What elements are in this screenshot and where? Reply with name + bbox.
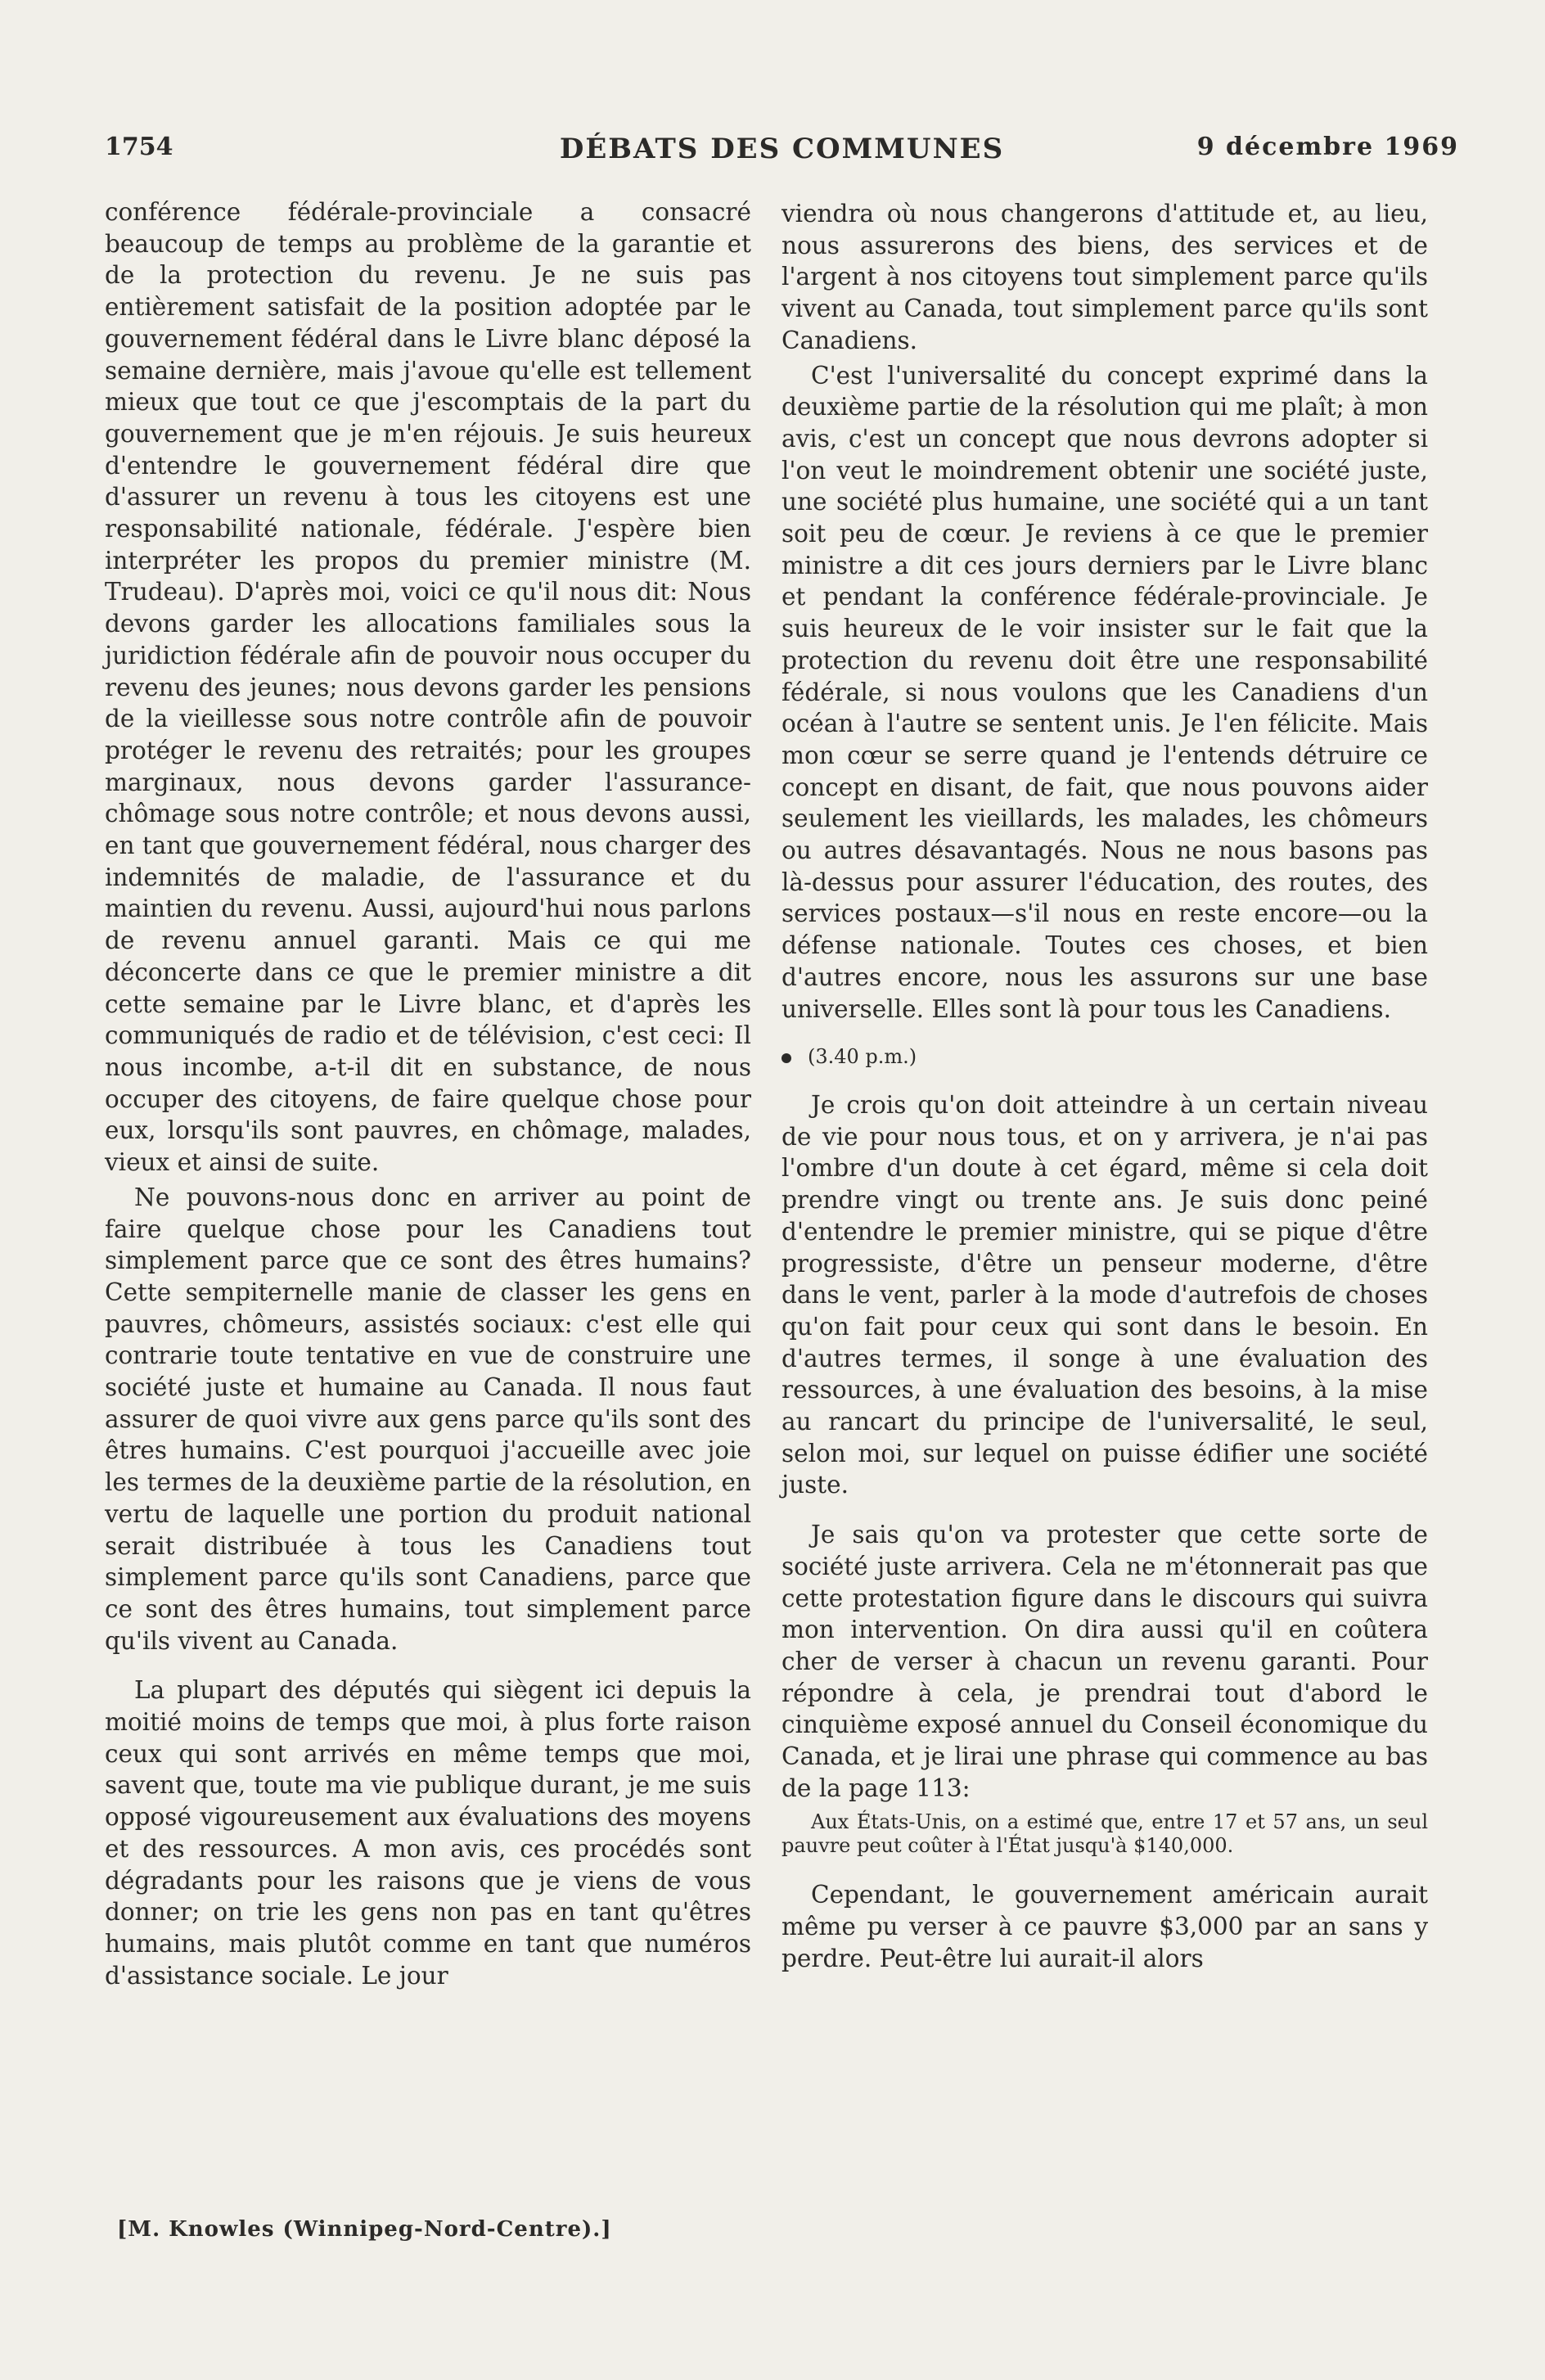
paragraph: Ne pouvons-nous donc en arriver au point de faire quelque chose pour les Canadiens tout simplement parce que ce sont des êtres humains? Cette sempiternelle manie de classer les gens en pauvres, chômeurs, assistés sociaux: c'est elle qui contrarie toute tentative en vue de construire une société juste et humaine au Canada. Il nous faut assurer de quoi vivre aux gens parce qu'ils sont des êtres humains. C'est pourquoi j'accueille avec joie les termes de la deuxième partie de la résolution, en vertu de laquelle une portion du produit national serait distribuée à tous les Canadiens tout simplement parce qu'ils sont Canadiens, parce que ce sont des êtres humains, tout simplement parce qu'ils vivent au Canada. [105,1183,751,1655]
paragraph: Cependant, le gouvernement américain aurait même pu verser à ce pauvre $3,000 par an sans y perdre. Peut-être lui aurait-il alors [782,1881,1428,1972]
paragraph: C'est l'universalité du concept exprimé dans la deuxième partie de la résolution qui me plaît; à mon avis, c'est un concept que nous devrons adopter si l'on veut le moindrement obtenir une société juste, une société plus humaine, une société qui a un tant soit peu de cœur. Je reviens à ce que le premier ministre a dit ces jours derniers par le Livre blanc et pendant la conférence fédérale-provinciale. Je suis heureux de le voir insister sur le fait que la protection du revenu doit être une responsabilité fédérale, si nous voulons que les Canadiens d'un océan à l'autre se sentent unis. Je l'en félicite. Mais mon cœur se serre quand je l'entends détruire ce concept en disant, de fait, que nous pouvons aider seulement les vieillards, les malades, les chômeurs ou autres désavantagés. Nous ne nous basons pas là-dessus pour assurer l'éducation, des routes, des services postaux—s'il nous en reste encore—ou la défense nationale. Toutes ces choses, et bien d'autres encore, nous les assurons sur une base universelle. Elles sont là pour tous les Canadiens. [782,361,1428,1023]
journal-title: DÉBATS DES COMMUNES [559,133,1005,165]
sitting-date: 9 décembre 1969 [1196,133,1459,161]
quotation: Aux États-Unis, on a estimé que, entre 17 et 57 ans, un seul pauvre peut coûter à l'État jusqu'à $140,000. [782,1810,1428,1858]
bullet-icon [782,1053,791,1063]
paragraph: viendra où nous changerons d'attitude et, au lieu, nous assurerons des biens, des services et de l'argent à nos citoyens tout simplement parce qu'ils vivent au Canada, tout simplement parce qu'ils sont Canadiens. [782,200,1428,354]
paragraph: Je sais qu'on va protester que cette sorte de société juste arrivera. Cela ne m'étonnerait pas que cette protestation figure dans le discours qui suivra mon intervention. On dira aussi qu'il en coûtera cher de verser à chacun un revenu garanti. Pour répondre à cela, je prendrai tout d'abord le cinquième exposé annuel du Conseil économique du Canada, et je lirai une phrase qui commence au bas de la page 113: [782,1521,1428,1802]
paragraph: La plupart des députés qui siègent ici depuis la moitié moins de temps que moi, à plus forte raison ceux qui sont arrivés en même temps que moi, savent que, toute ma vie publique durant, je me suis opposé vigoureusement aux évaluations des moyens et des ressources. A mon avis, ces procédés sont dégradants pour les raisons que je viens de vous donner; on trie les gens non pas en tant qu'êtres humains, mais plutôt comme en tant que numéros d'assistance sociale. Le jour [105,1676,751,1990]
timestamp [782,1041,1428,1073]
right-column [782,198,1428,1975]
page-header [105,133,1459,182]
timestamp-text: (3.40 p.m.) [808,1045,917,1069]
left-column [105,196,751,1991]
page-number: 1754 [105,133,173,161]
speaker-attribution: [M. Knowles (Winnipeg-Nord-Centre).] [117,2217,612,2242]
paragraph: Je crois qu'on doit atteindre à un certain niveau de vie pour nous tous, et on y arrivera, je n'ai pas l'ombre d'un doute à cet égard, même si cela doit prendre vingt ou trente ans. Je suis donc peiné d'entendre le premier ministre, qui se pique d'être progressiste, d'être un penseur moderne, d'être dans le vent, parler à la mode d'autrefois de choses qu'on fait pour ceux qui sont dans le besoin. En d'autres termes, il songe à une évaluation des ressources, à une évaluation des besoins, à la mise au rancart du principe de l'universalité, le seul, selon moi, sur lequel on puisse édifier une société juste. [782,1090,1428,1499]
paragraph: conférence fédérale-provinciale a consacré beaucoup de temps au problème de la garantie et de la protection du revenu. Je ne suis pas entièrement satisfait de la position adoptée par le gouvernement fédéral dans le Livre blanc déposé la semaine dernière, mais j'avoue qu'elle est tellement mieux que tout ce que j'escomptais de la part du gouvernement que je m'en réjouis. Je suis heureux d'entendre le gouvernement fédéral dire que d'assurer un revenu à tous les citoyens est une responsabilité nationale, fédérale. J'espère bien interpréter les propos du premier ministre (M. Trudeau). D'après moi, voici ce qu'il nous dit: Nous devons garder les allocations familiales sous la juridiction fédérale afin de pouvoir nous occuper du revenu des jeunes; nous devons garder les pensions de la vieillesse sous notre contrôle afin de pouvoir protéger le revenu des retraités; pour les groupes marginaux, nous devons garder l'assurance-chômage sous notre contrôle; et nous devons aussi, en tant que gouvernement fédéral, nous charger des indemnités de maladie, de l'assurance et du maintien du revenu. Aussi, aujourd'hui nous parlons de revenu annuel garanti. Mais ce qui me déconcerte dans ce que le premier ministre a dit cette semaine par le Livre blanc, et d'après les communiqués de radio et de télévision, c'est ceci: Il nous incombe, a-t-il dit en substance, de nous occuper des citoyens, de faire quelque chose pour eux, lorsqu'ils sont pauvres, en chômage, malades, vieux et ainsi de suite. [105,198,751,1177]
